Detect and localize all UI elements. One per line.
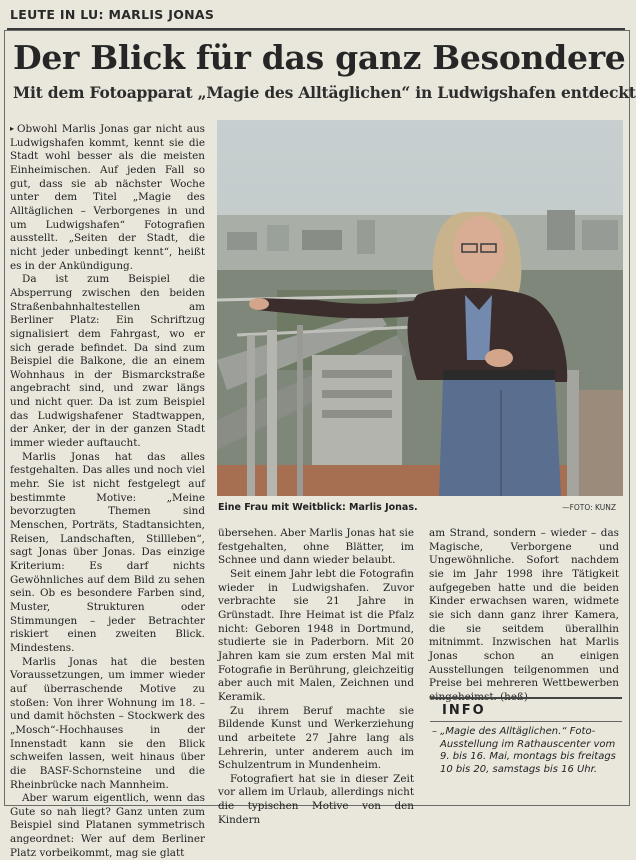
paragraph: am Strand, sondern – wieder – das Magische, Verborgene und Ungewöhnliche. Sofort nachdem sie im Jahr 1998 ihre Tätigkeit aufgegeben hatte und die beiden Kinder erwachsen waren, widmete sie sich dann ganz ihrer Kamera, die sie seitdem überallhin mitnimmt. Inzwischen hat Marlis Jonas schon an einigen Ausstellungen teilgenommen und Preise bei mehreren Wettbewerben: [429, 527, 619, 690]
article-column-1: [10, 122, 205, 860]
info-divider: [430, 697, 622, 699]
paragraph: Fotografiert hat sie in dieser Zeit vor allem im Urlaub, allerdings nicht die typischen Motive von den Kindern: [218, 772, 414, 826]
subheadline: Mit dem Fotoapparat „Magie des Alltäglichen“ in Ludwigshafen entdeckt: [13, 83, 636, 102]
photo-illustration: [217, 120, 623, 496]
info-text: – „Magie des Alltäglichen.“ Foto-Ausstellung im Rathauscenter vom 9. bis 16. Mai, montags bis freitags 10 bis 20, samstags bis 16 Uhr.: [432, 726, 616, 775]
section-label: LEUTE IN LU: MARLIS JONAS: [10, 7, 215, 22]
paragraph: Zu ihrem Beruf machte sie Bildende Kunst und Werkerziehung und arbeitete 27 Jahre lang als Lehrerin, unter anderem auch im Schulzentrum in Mundenheim.: [218, 704, 414, 772]
paragraph: Aber warum eigentlich, wenn das Gute so nah liegt? Ganz unten zum Beispiel sind Platanen symmetrisch angeordnet: Wer auf dem Berliner Platz vorbeikommt, mag sie glatt: [10, 792, 205, 859]
paragraph: Marlis Jonas hat das alles festgehalten. Das alles und noch viel mehr. Sie ist nicht festgelegt auf bestimmte Motive: „Meine bevorzugten Themen sind Menschen, Porträts, Stadtansichten, Reisen, Landschaften, Stillleben“, sagt Jonas über Jonas. Das einzige Kriterium: Es darf nichts Gewöhnliches auf dem Bild zu sehen sein. Ob es besondere Farben sind, Muster, Strukturen oder Stimmungen – jeder Betrachter riskiert einen zweiten Blick. Mindestens.: [10, 450, 205, 654]
paragraph: Da ist zum Beispiel die Absperrung zwischen den beiden Straßenbahnhaltestellen am Berliner Platz: Ein Schriftzug signalisiert dem Fahrgast, wo er sich gerade befindet. Da sind zum Beispiel die Balkone, die an einem Wohnhaus in der Bismarckstraße angebracht sind, und zwar längs und nicht quer. Da ist zum Beispiel das Ludwigshafener Stadtwappen, der Anker, der in der ganzen Stadt immer wieder auftaucht.: [10, 273, 205, 450]
photo-caption: [218, 502, 618, 516]
paragraph: Marlis Jonas hat die besten Voraussetzungen, um immer wieder auf überraschende Motive zu stoßen: Von ihrer Wohnung im 18. – und damit höchsten – Stockwerk des „Mosch“-Hochhauses in der Innenstadt kann sie den Blick schweifen lassen, weit hinaus über die BASF-Schornsteine und die Rheinbrücke nach Mannheim.: [10, 655, 205, 791]
paragraph: übersehen. Aber Marlis Jonas hat sie festgehalten, ohne Blätter, im Schnee und dann wieder belaubt.: [218, 527, 414, 567]
paragraph: [10, 122, 205, 273]
info-box: [430, 697, 622, 776]
paragraph: Seit einem Jahr lebt die Fotografin wieder in Ludwigshafen. Zuvor verbrachte sie 21 Jahre in Grünstadt. Ihre Heimat ist die Pfalz nicht: Geboren 1948 in Dortmund, studierte sie in Paderborn. Mit 20 Jahren kam sie zum ersten Mal mit Fotografie in Berührung, gleichzeitig aber auch mit Malen, Zeichnen und Keramik.: [218, 567, 414, 703]
paragraph-text: Obwohl Marlis Jonas gar nicht aus Ludwigshafen kommt, kennt sie die Stadt wohl besser als die meisten Einheimischen. Auf jeden Fall so gut, dass sie ab nächster Woche unter dem Titel „Magie des Alltäglichen – Verborgenes in und um Ludwigshafen“ Fotografien ausstellt. „Seiten der Stadt, die nicht jeder unbedingt kennt“, heißt es in der Ankündigung.: [10, 123, 205, 272]
article-photo: [217, 120, 623, 496]
info-label: INFO: [442, 703, 486, 718]
section-rubric: [7, 2, 625, 30]
article-column-2: [218, 527, 414, 827]
caption-text: Eine Frau mit Weitblick: Marlis Jonas.: [218, 502, 418, 513]
arrow-bullet-icon: ▸: [10, 124, 15, 133]
article-column-3: [429, 527, 619, 705]
info-divider: [430, 721, 622, 722]
headline: Der Blick für das ganz Besondere: [13, 38, 626, 77]
photo-credit: —FOTO: KUNZ: [562, 503, 616, 512]
